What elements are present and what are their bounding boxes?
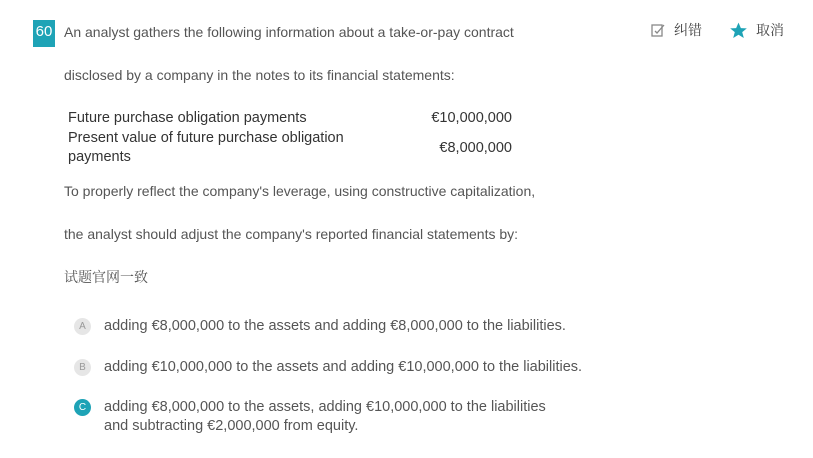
edit-icon (650, 22, 666, 38)
table-cell-label: Present value of future purchase obligation payments (68, 130, 344, 165)
table-cell-label: Future purchase obligation payments (68, 110, 307, 126)
star-icon (729, 21, 748, 40)
question-source-note: 试题官网一致 (64, 269, 148, 285)
question-number-badge: 60 (33, 20, 55, 47)
question-stem-line-1: An analyst gathers the following information about a take-or-pay contract (64, 24, 514, 40)
option-c-text: adding €8,000,000 to the assets, adding €10,000,000 to the liabilities and subtracting €2,000,000 from equity. (104, 399, 546, 434)
option-b[interactable] (74, 358, 582, 377)
unfavorite-label: 取消 (756, 22, 784, 38)
option-b-text: adding €10,000,000 to the assets and adding €10,000,000 to the liabilities. (104, 359, 583, 375)
table-cell-value: €10,000,000 (431, 110, 512, 126)
table-cell-value: €8,000,000 (439, 139, 512, 156)
option-a-text: adding €8,000,000 to the assets and adding €8,000,000 to the liabilities. (104, 318, 566, 334)
unfavorite-button[interactable] (729, 20, 784, 40)
report-error-label: 纠错 (674, 22, 702, 38)
table-row (64, 129, 516, 167)
contract-data-table (64, 107, 516, 167)
report-error-button[interactable] (650, 20, 702, 40)
option-b-badge: B (74, 359, 91, 376)
question-stem-line-4: the analyst should adjust the company's reported financial statements by: (64, 226, 519, 242)
option-a[interactable] (74, 317, 566, 336)
option-c[interactable] (74, 398, 546, 436)
option-c-badge: C (74, 399, 91, 416)
table-row (64, 107, 516, 129)
question-stem-line-2: disclosed by a company in the notes to its financial statements: (64, 67, 455, 83)
option-a-badge: A (74, 318, 91, 335)
question-stem-line-3: To properly reflect the company's leverage, using constructive capitalization, (64, 183, 536, 199)
